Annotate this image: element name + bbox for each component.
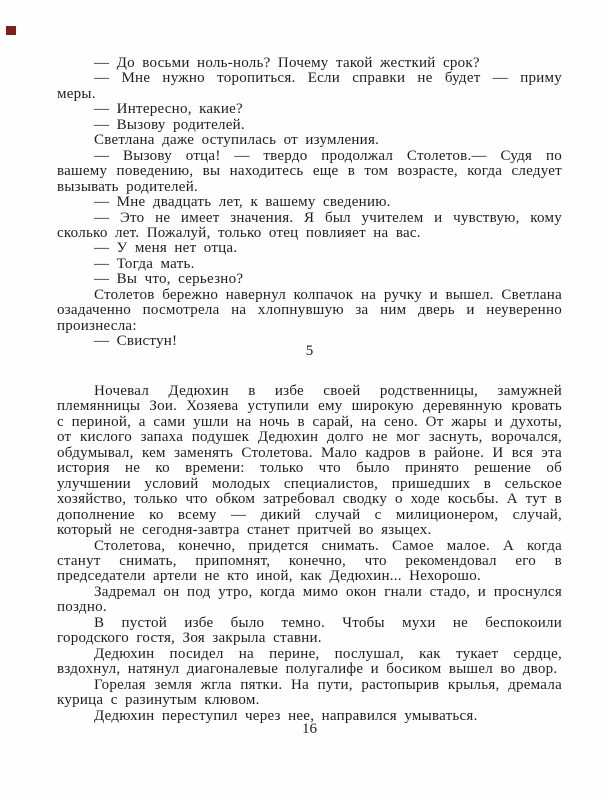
paragraph: Столетова, конечно, придется снимать. Самое малое. А когда станут снимать, припомнят, конечно, что рекомендовал его в председатели артели не кто иной, как Дедюхин... Нехорошо. xyxy=(57,537,562,585)
paragraph: — Интересно, какие? xyxy=(94,101,243,118)
narrative-section xyxy=(57,384,562,724)
dialogue-section xyxy=(57,56,562,350)
paragraph: — Вызову родителей. xyxy=(94,116,245,133)
paragraph: — До восьми ноль-ноль? Почему такой жесткий срок? xyxy=(94,55,480,71)
section-heading: 5 xyxy=(305,343,314,359)
paragraph: В пустой избе было темно. Чтобы мухи не беспокоили городского гостя, Зоя закрыла ставни. xyxy=(57,614,562,647)
paragraph: Дедюхин посидел на перине, послушал, как тукает сердце, вздохнул, натянул диагоналевые полугалифе и босиком вышел во двор. xyxy=(57,645,562,678)
paragraph: — Вы что, серьезно? xyxy=(94,271,244,288)
paragraph: Светлана даже оступилась от изумления. xyxy=(94,132,380,149)
paragraph: — У меня нет отца. xyxy=(94,240,238,257)
paragraph: — Это не имеет значения. Я был учителем и чувствую, кому сколько лет. Пожалуй, только отец повлияет на вас. xyxy=(57,209,562,241)
paragraph: Задремал он под утро, когда мимо окон гнали стадо, и проснулся поздно. xyxy=(57,583,562,616)
paragraph: Горелая земля жгла пятки. На пути, растопырив крылья, дремала курица с разинутым клювом. xyxy=(57,676,562,709)
paragraph: — Мне двадцать лет, к вашему сведению. xyxy=(94,194,391,211)
paragraph: — Вызову отца! — твердо продолжал Столетов.— Судя по вашему поведению, вы находитесь еще в том возрасте, когда следует вызывать родителей. xyxy=(57,147,562,195)
paragraph: — Тогда мать. xyxy=(94,255,195,272)
paragraph: — Мне нужно торопиться. Если справки не будет — приму меры. xyxy=(57,70,562,102)
paragraph: Ночевал Дедюхин в избе своей родственницы, замужней племянницы Зои. Хозяева уступили ему широкую деревянную кровать с периной, а сами ушли на ночь в сарай, на сено. От жары и духоты, от кислого запаха подушек Дедюхин долго не мог заснуть, ворочался, обдумывал, кем заменять Столетова. Мало кадров в районе. И вся эта история не ко времени: только что было принято решение об улучшении условий молодых специалистов, пришедших в сельское хозяйство, только что обком затребовал сводку о ходе косьбы. А тут в дополнение ко всему — дикий случай с милиционером, случай, который не сегодня-завтра станет притчей во языцех. xyxy=(57,383,562,539)
paragraph: Столетов бережно навернул колпачок на ручку и вышел. Светлана озадаченно посмотрела на хлопнувшую за ним дверь и неуверенно произнесла: xyxy=(57,286,562,334)
scan-artifact-mark xyxy=(6,26,16,35)
paragraph: — Свистун! xyxy=(94,333,178,350)
paragraph: Дедюхин переступил через нее, направился умываться. xyxy=(94,707,478,724)
page-number: 16 xyxy=(302,721,317,737)
